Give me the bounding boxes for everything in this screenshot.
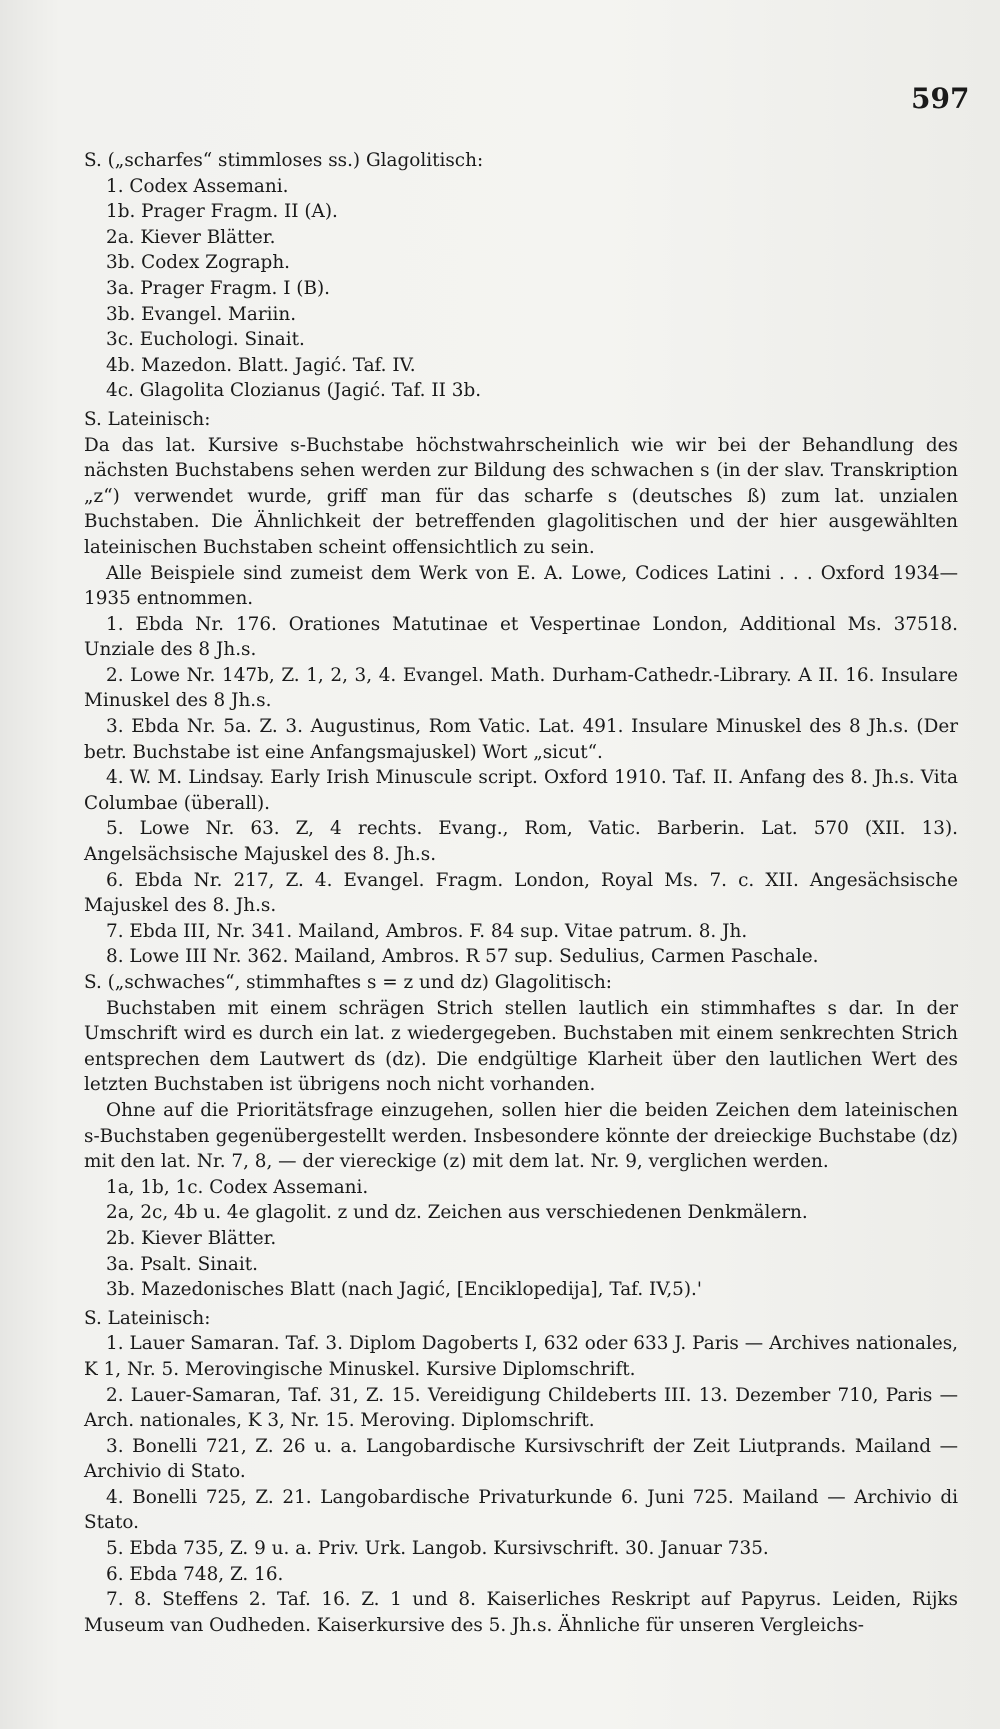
section-heading: S. („scharfes“ stimmloses ss.) Glagolitisch: <box>84 150 484 171</box>
paragraph: Ohne auf die Prioritätsfrage einzugehen, sollen hier die beiden Zeichen dem lateinischen s-Buchstaben gegenübergestellt werden. Insbesondere könnte der dreieckige Buchstabe (dz) mit den lat. Nr. 7, 8, — der viereckige (z) mit dem lat. Nr. 9, verglichen werden. <box>84 1099 958 1173</box>
section-heading: S. Lateinisch: <box>84 408 211 430</box>
list-item: 1. Codex Assemani. <box>106 175 289 197</box>
list-item: 3b. Evangel. Mariin. <box>106 303 297 325</box>
paragraph: Buchstaben mit einem schrägen Strich stellen lautlich ein stimmhaftes s dar. In der Umschrift wird es durch ein lat. z wiedergegeben. Buchstaben mit einem senkrechten Strich entsprechen dem Lautwert ds (dz). Die endgültige Klarheit über den lautlichen Wert des letzten Buchstaben ist übrigens noch nicht vorhanden. <box>84 997 958 1096</box>
list-item: 1a, 1b, 1c. Codex Assemani. <box>106 1176 369 1198</box>
page-number: 597 <box>911 82 970 115</box>
list-item: 4. Bonelli 725, Z. 21. Langobardische Privaturkunde 6. Juni 725. Mailand — Archivio di Stato. <box>84 1486 958 1534</box>
section-latin-sharp-s <box>84 407 958 970</box>
list-item: 2b. Kiever Blätter. <box>106 1227 277 1249</box>
page-body <box>84 148 958 1638</box>
list-item: 2a, 2c, 4b u. 4e glagolit. z und dz. Zeichen aus verschiedenen Denkmälern. <box>106 1202 808 1224</box>
section-heading: S. („schwaches“, stimmhaftes s = z und dz) Glagolitisch: <box>84 972 613 993</box>
list-item: 2. Lowe Nr. 147b, Z. 1, 2, 3, 4. Evangel. Math. Durham-Cathedr.-Library. A II. 16. Insulare Minuskel des 8 Jh.s. <box>84 664 958 712</box>
list-item: 6. Ebda 748, Z. 16. <box>106 1563 284 1585</box>
list-item: 8. Lowe III Nr. 362. Mailand, Ambros. R 57 sup. Sedulius, Carmen Paschale. <box>106 946 819 968</box>
list-item: 7. 8. Steffens 2. Taf. 16. Z. 1 und 8. Kaiserliches Reskript auf Papyrus. Leiden, Rijks Museum van Oudheden. Kaiserkursive des 5. Jh.s. Ähnliche für unseren Vergleichs- <box>84 1589 958 1636</box>
section-glagolitic-sharp-s <box>84 148 958 404</box>
section-latin-voiced-s <box>84 1306 958 1639</box>
list-item: 1b. Prager Fragm. II (A). <box>106 201 338 223</box>
list-item: 1. Lauer Samaran. Taf. 3. Diplom Dagoberts I, 632 oder 633 J. Paris — Archives nationales, K 1, Nr. 5. Merovingische Minuskel. Kursive Diplomschrift. <box>84 1333 958 1380</box>
section-heading: S. Lateinisch: <box>84 1307 211 1329</box>
section-glagolitic-voiced-s <box>84 970 958 1303</box>
list-item: 2a. Kiever Blätter. <box>106 226 276 248</box>
list-item: 3a. Psalt. Sinait. <box>106 1253 259 1275</box>
paragraph: Da das lat. Kursive s-Buchstabe höchstwahrscheinlich wie wir bei der Behandlung des nächsten Buchstabens sehen werden zur Bildung des schwachen s (in der slav. Transkription „z“) verwendet wurde, griff man für das scharfe s (deutsches ß) zum lat. unzialen Buchstaben. Die Ähnlichkeit der betreffenden glagolitischen und der hier ausgewählten lateinischen Buchstaben scheint offensichtlich zu sein. <box>84 434 958 558</box>
list-item: 1. Ebda Nr. 176. Orationes Matutinae et Vespertinae London, Additional Ms. 37518. Unziale des 8 Jh.s. <box>84 613 958 661</box>
list-item: 3a. Prager Fragm. I (B). <box>106 277 331 299</box>
list-item: 3. Bonelli 721, Z. 26 u. a. Langobardische Kursivschrift der Zeit Liutprands. Mailand — Archivio di Stato. <box>84 1435 958 1483</box>
list-item: 5. Lowe Nr. 63. Z, 4 rechts. Evang., Rom, Vatic. Barberin. Lat. 570 (XII. 13). Angelsächsische Majuskel des 8. Jh.s. <box>84 818 958 866</box>
paragraph: Alle Beispiele sind zumeist dem Werk von E. A. Lowe, Codices Latini . . . Oxford 1934—1935 entnommen. <box>84 562 958 610</box>
list-item: 6. Ebda Nr. 217, Z. 4. Evangel. Fragm. London, Royal Ms. 7. c. XII. Angesächsische Majuskel des 8. Jh.s. <box>84 869 958 917</box>
list-item: 3c. Euchologi. Sinait. <box>106 329 305 351</box>
list-item: 4b. Mazedon. Blatt. Jagić. Taf. IV. <box>106 354 416 376</box>
list-item: 5. Ebda 735, Z. 9 u. a. Priv. Urk. Langob. Kursivschrift. 30. Januar 735. <box>106 1538 769 1560</box>
list-item: 4. W. M. Lindsay. Early Irish Minuscule script. Oxford 1910. Taf. II. Anfang des 8. Jh.s. Vita Columbae (überall). <box>84 767 958 814</box>
list-item: 3b. Mazedonisches Blatt (nach Jagić, [Enciklopedija], Taf. IV,5).' <box>106 1279 702 1301</box>
list-item: 2. Lauer-Samaran, Taf. 31, Z. 15. Vereidigung Childeberts III. 13. Dezember 710, Paris — Arch. nationales, K 3, Nr. 15. Meroving. Diplomschrift. <box>84 1384 958 1432</box>
list-item: 4c. Glagolita Clozianus (Jagić. Taf. II 3b. <box>106 380 482 402</box>
list-item: 7. Ebda III, Nr. 341. Mailand, Ambros. F. 84 sup. Vitae patrum. 8. Jh. <box>106 920 748 942</box>
list-item: 3. Ebda Nr. 5a. Z. 3. Augustinus, Rom Vatic. Lat. 491. Insulare Minuskel des 8 Jh.s. (Der betr. Buchstabe ist eine Anfangsmajuskel) Wort „sicut“. <box>84 716 958 763</box>
list-item: 3b. Codex Zograph. <box>106 252 291 274</box>
